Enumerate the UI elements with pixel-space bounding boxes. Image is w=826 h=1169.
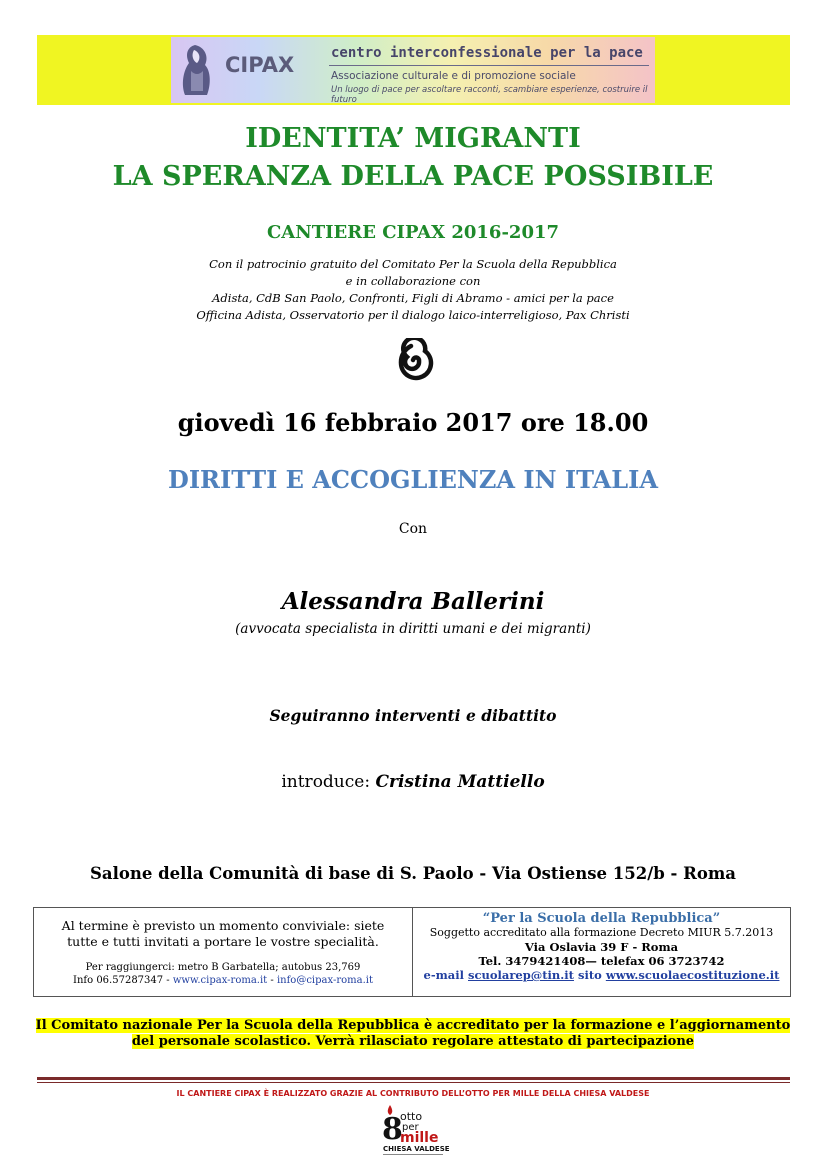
committee-accreditation: Soggetto accreditato alla formazione Decreto MIUR 5.7.2013 <box>429 926 774 939</box>
event-title-line1: IDENTITA’ MIGRANTI <box>245 123 581 154</box>
speaker-name: Alessandra Ballerini <box>281 588 545 615</box>
convivial-line: Al termine è previsto un momento conviviale: siete <box>61 918 385 933</box>
cipax-email-link[interactable]: info@cipax-roma.it <box>276 975 373 986</box>
footer-credit: IL CANTIERE CIPAX È REALIZZATO GRAZIE AL CONTRIBUTO DELL’OTTO PER MILLE DELLA CHIESA VALDESE <box>176 1089 650 1098</box>
info-separator: - <box>267 975 277 986</box>
patronage-line: Con il patrocinio gratuito del Comitato Per la Scuola della Repubblica <box>209 257 617 271</box>
patronage-line: e in collaborazione con <box>345 274 481 288</box>
otto-number: 8 <box>382 1112 403 1147</box>
notice-line1: Il Comitato nazionale Per la Scuola della Repubblica è accreditato per la formazione e l’aggiornamento <box>35 1018 791 1033</box>
mille-word: mille <box>400 1130 439 1146</box>
committee-phone: Tel. 3479421408— telefax 06 3723742 <box>478 954 725 968</box>
banner-title: centro interconfessionale per la pace <box>331 45 643 61</box>
banner-tagline: Un luogo di pace per ascoltare racconti, scambiare esperienze, costruire il futuro <box>331 85 648 103</box>
introducer <box>0 772 826 792</box>
notice-line2: del personale scolastico. Verrà rilasciato regolare attestato di partecipazione <box>131 1034 695 1049</box>
cipax-website-link[interactable]: www.cipax-roma.it <box>172 975 268 986</box>
convivial-line: tutte e tutti invitati a portare le vostre specialità. <box>67 934 379 949</box>
speaker-role: (avvocata specialista in diritti umani e dei migranti) <box>235 621 591 637</box>
info-box <box>33 907 791 997</box>
site-label: sito <box>573 968 606 982</box>
committee-website-link[interactable]: www.scuolaecostituzione.it <box>605 968 780 982</box>
accreditation-notice <box>0 1018 826 1050</box>
intro-name: Cristina Mattiello <box>375 772 545 792</box>
patronage-line: Adista, CdB San Paolo, Confronti, Figli di Abramo - amici per la pace <box>212 291 614 305</box>
event-topic: DIRITTI E ACCOGLIENZA IN ITALIA <box>168 465 658 494</box>
cipax-logo-banner <box>171 37 655 103</box>
patronage-line: Officina Adista, Osservatorio per il dialogo laico-interreligioso, Pax Christi <box>196 308 630 322</box>
banner-divider <box>329 65 649 66</box>
logo-wordmark: CIPAX <box>225 53 295 77</box>
footer-rule-thin <box>37 1082 790 1083</box>
event-date: giovedì 16 febbraio 2017 ore 18.00 <box>177 408 649 437</box>
committee-contacts <box>413 968 790 982</box>
intro-label: introduce: <box>281 772 371 792</box>
info-phone: Info 06.57287347 - <box>73 975 173 986</box>
info-box-left <box>34 908 412 987</box>
committee-title: “Per la Scuola della Repubblica” <box>482 911 721 926</box>
otto-word: otto <box>400 1110 423 1123</box>
praying-figure-icon <box>175 41 217 99</box>
email-label: e-mail <box>423 968 468 982</box>
patronage-block <box>0 256 826 324</box>
committee-email-link[interactable]: scuolarep@tin.it <box>468 968 574 982</box>
event-title <box>0 120 826 196</box>
follow-up-note: Seguiranno interventi e dibattito <box>269 706 557 725</box>
event-title-line2: LA SPERANZA DELLA PACE POSSIBILE <box>112 161 714 192</box>
convivial-note <box>34 918 412 950</box>
transport-info: Per raggiungerci: metro B Garbatella; autobus 23,769 <box>85 962 361 973</box>
header-banner <box>37 35 790 105</box>
series-title: CANTIERE CIPAX 2016-2017 <box>266 222 560 243</box>
otto-per-mille-logo <box>380 1103 450 1159</box>
banner-subtitle: Associazione culturale e di promozione sociale <box>331 70 576 82</box>
committee-address: Via Oslavia 39 F - Roma <box>524 940 679 954</box>
info-box-right <box>413 908 790 982</box>
event-venue: Salone della Comunità di base di S. Paolo - Via Ostiense 152/b - Roma <box>90 864 736 883</box>
spiral-icon <box>394 338 438 382</box>
info-line <box>34 974 412 987</box>
church-name: CHIESA VALDESE <box>383 1145 450 1153</box>
contact-info <box>34 961 412 987</box>
footer-rule <box>37 1077 790 1080</box>
per-word: per <box>402 1122 419 1133</box>
with-label: Con <box>398 521 428 537</box>
